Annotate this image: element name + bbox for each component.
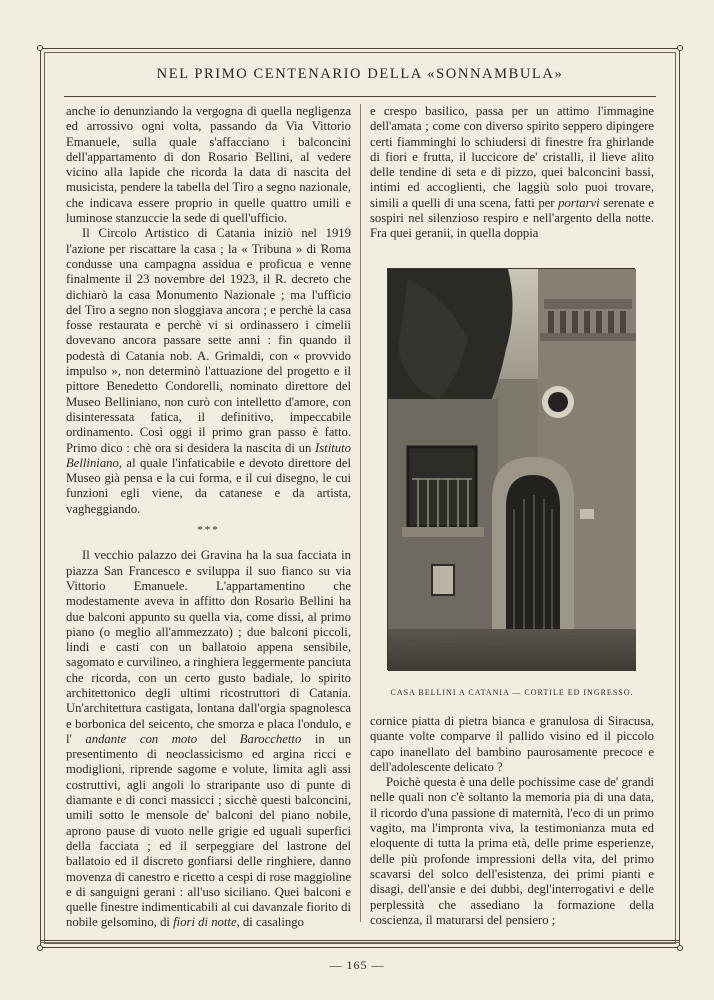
column-divider	[360, 104, 361, 922]
corner-ornament-bottom-left	[37, 945, 43, 951]
section-separator: ***	[197, 524, 220, 537]
left-column	[66, 104, 352, 930]
right-column-top	[370, 104, 654, 252]
footer-rule	[40, 940, 680, 943]
running-header: NEL PRIMO CENTENARIO DELLA «SONNAMBULA»	[156, 66, 564, 82]
corner-ornament-bottom-right	[677, 945, 683, 951]
header-rule	[64, 96, 656, 97]
paragraph: Poichè questa è una delle pochissime case de' grandi nelle quali non c'è soltanto la memoria pia di una data, il ricordo d'una passione di maternità, l'eco di un primo vagito, ma l'impronta viva, la testimonianza muta ed eloquente di tutta la prima età, delle prime esperienze, delle più profonde impressioni della vita, del primo scavarsi del solco dell'esistenza, dei primi pianti e disagi, dell'ansie e dei dubbi, degl'interrogativi e delle perplessità che assediano la formazione della coscienza, il maturarsi del pensiero ;	[370, 775, 654, 927]
courtyard-photograph	[387, 268, 635, 670]
paragraph: cornice piatta di pietra bianca e granulosa di Siracusa, quante volte comparve il pallido visino ed il piccolo capo inanellato del bambino paurosamente precoce e dell'adolescente delicato ?	[370, 714, 654, 774]
paragraph: Il vecchio palazzo dei Gravina ha la sua facciata in piazza San Francesco e sviluppa il suo fianco su via Vittorio Emanuele. L'appartamentino che modestamente aveva in affitto don Rosario Bellini ha due balconi appunto su quella via, come dissi, al primo piano (o meglio all'ammezzato) ; due balconi piccoli, lindi e casti con un ballatoio appena sensibile, sagomato e curvilineo, a ringhiera leggermente panciuta che ricorda, con un certo gusto badiale, lo spirito architettonico degli ultimi ricostruttori di Catania. Un'architettura castigata, lontana dall'orgia spagnolesca e borbonica del seicento, che smorza e placa l'ondulo, e l' andante con moto del Barocchetto in un presentimento di neoclassicismo ed argina ricci e modiglioni, riprende sagome e volute, limita agli assi costruttivi, agli angoli lo straripante uso di punte di diamante e di conci massicci ; sicchè questi balconcini, umili sotto le mensole de' balconi del piano nobile, aprono pause di vuoto nelle grigie ed uguali superfici della facciata ; ed il serpeggiare del lastrone del ballatoio ed il discreto gonfiarsi delle ringhiere, danno movenza di canestro e ricetto a cespi di rose maggioline e di sanguigni gerani : all'uso siciliano. Quei balconi e quelle finestre indimenticabili al cui davanzale fiorito di nobile gelsomino, di fiori di notte, di casalingo	[66, 548, 352, 930]
paragraph: Il Circolo Artistico di Catania iniziò nel 1919 l'azione per riscattare la casa ; la « Tribuna » di Roma condusse una campagna assidua e proficua e venne finalmente il 23 novembre del 1923, il R. decreto che dichiarò la casa Monumento Nazionale ; ma l'ufficio del Tiro a segno non sloggiava ancora ; e perchè la casa fosse restaurata e perchè vi si ordinassero i cimelii dovevano ancora passare sette anni : fin quando il podestà di Catania nob. A. Grimaldi, con « provvido impulso », non determinò l'attuazione del progetto e il pittore Benedetto Condorelli, nominato direttore del Museo Belliniano, non curò con intelletto d'amore, con disinteressata fatica, il definitivo, impeccabile ordinamento. Così oggi il primo gran passo è fatto. Primo dico : chè ora si desidera la nascita di un Istituto Belliniano, al quale l'infaticabile e devoto direttore del Museo già pensa e la cui forma, e il cui disegno, le cui funzioni egli viene, da catanese e da artista, vagheggiando.	[66, 226, 351, 516]
photo-caption: CASA BELLINI A CATANIA — CORTILE ED INGRESSO.	[390, 688, 634, 697]
page-number: — 165 —	[329, 958, 385, 972]
corner-ornament-top-right	[677, 45, 683, 51]
right-column-bottom	[370, 714, 654, 927]
corner-ornament-top-left	[37, 45, 43, 51]
paragraph: e crespo basilico, passa per un attimo l'immagine dell'amata ; come con diverso spirito seppero dipingere certi fiamminghi lo schiudersi di finestre fra ghirlande di fiori e frutta, il luccicore de' cristalli, il lieve alito delle tendine di seta e di pizzo, quei balconcini bassi, intimi ed accoglienti, che laggiù solo puoi trovare, simili a quelli di una scena, fatti per portarvi serenate e sospiri nel silenzioso respiro e nell'argento della notte. Fra quei geranii, in quella doppia	[370, 104, 654, 241]
paragraph: anche io denunziando la vergogna di quella negligenza ed arrossivo ogni volta, passando da Via Vittorio Emanuele, sulla quale s'affacciano i balconcini dell'appartamento di don Rosario Bellini, al vedere vicino alla lapide che ricorda la data di nascita del musicista, pendere la tabella del Tiro a segno nazionale, che indicava essere proprio in quelle quattro umili e luminose stanzuccie la sede di quell'ufficio.	[66, 104, 351, 226]
